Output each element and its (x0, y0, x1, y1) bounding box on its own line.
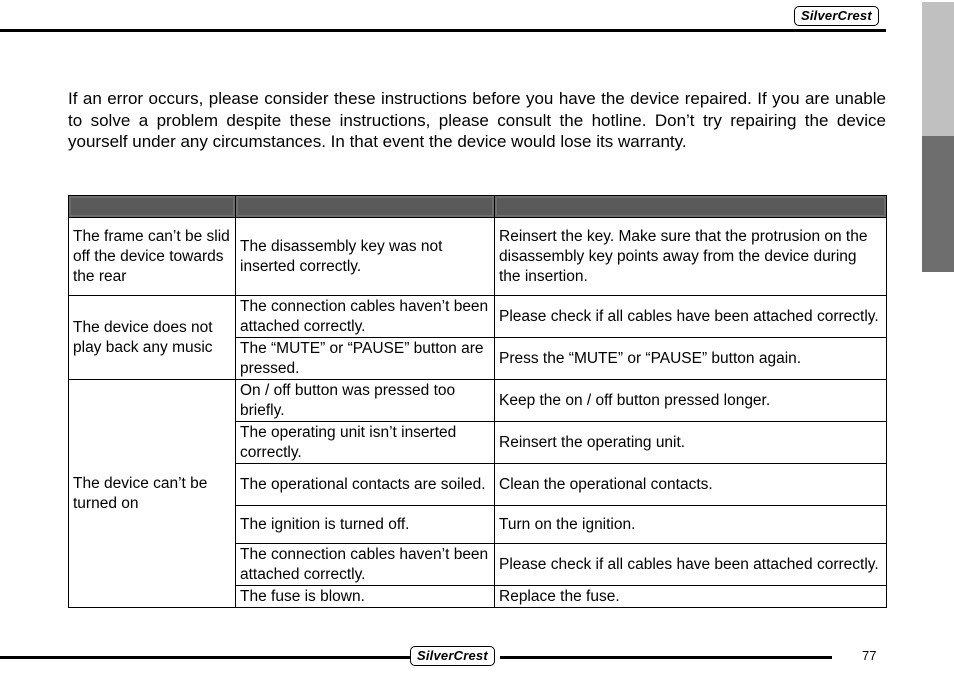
side-tab-dark (922, 136, 954, 272)
footer-brand-logo: SilverCrest (410, 646, 495, 666)
table-row (69, 218, 887, 296)
cause-cell: The “MUTE” or “PAUSE” button are pressed. (236, 338, 495, 380)
intro-paragraph: If an error occurs, please consider these instructions before you have the device repaired. If you are unable to solve a problem despite these instructions, please consult the hotline. Don’t try repairing the device yourself under any circumstances. In that event the device would lose its warranty. (68, 89, 886, 151)
solution-cell: Reinsert the key. Make sure that the protrusion on the disassembly key points away from the device during the insertion. (495, 218, 887, 296)
side-tab-light (922, 2, 954, 136)
table-header-row (69, 196, 887, 218)
header-cell-solution (495, 196, 887, 218)
troubleshooting-table (68, 195, 887, 608)
solution-cell: Please check if all cables have been attached correctly. (495, 544, 887, 586)
table-row (69, 380, 887, 422)
cause-cell: The operational contacts are soiled. (236, 464, 495, 506)
solution-cell: Replace the fuse. (495, 586, 887, 608)
footer-rule-left (0, 656, 410, 659)
header-cell-cause (236, 196, 495, 218)
footer-rule-right (500, 656, 832, 659)
solution-cell: Reinsert the operating unit. (495, 422, 887, 464)
header-brand-logo: SilverCrest (794, 6, 879, 26)
table-row (69, 296, 887, 338)
header-cell-problem (69, 196, 236, 218)
header-rule (0, 29, 886, 32)
solution-cell: Clean the operational contacts. (495, 464, 887, 506)
page-number: 77 (862, 648, 877, 663)
solution-cell: Please check if all cables have been attached correctly. (495, 296, 887, 338)
solution-cell: Press the “MUTE” or “PAUSE” button again. (495, 338, 887, 380)
cause-cell: The disassembly key was not inserted correctly. (236, 218, 495, 296)
cause-cell: The fuse is blown. (236, 586, 495, 608)
cause-cell: The connection cables haven’t been attached correctly. (236, 544, 495, 586)
problem-cell: The frame can’t be slid off the device towards the rear (69, 218, 236, 296)
problem-cell: The device can’t be turned on (69, 380, 236, 608)
solution-cell: Keep the on / off button pressed longer. (495, 380, 887, 422)
cause-cell: The operating unit isn’t inserted correctly. (236, 422, 495, 464)
cause-cell: The ignition is turned off. (236, 506, 495, 544)
cause-cell: The connection cables haven’t been attached correctly. (236, 296, 495, 338)
solution-cell: Turn on the ignition. (495, 506, 887, 544)
cause-cell: On / off button was pressed too briefly. (236, 380, 495, 422)
problem-cell: The device does not play back any music (69, 296, 236, 380)
